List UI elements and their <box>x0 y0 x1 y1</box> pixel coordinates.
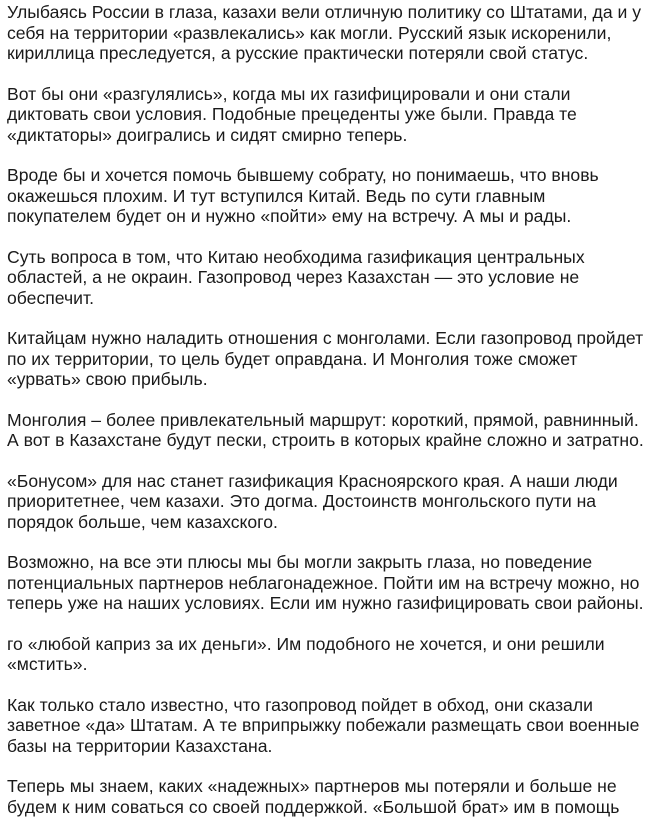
paragraph-11 <box>7 776 659 817</box>
text-line: «диктаторы» доигрались и сидят смирно теперь. <box>7 124 408 145</box>
paragraph-9 <box>7 634 659 675</box>
paragraph-2 <box>7 84 659 146</box>
text-line: кириллица преследуется, а русские практически потеряли свой статус. <box>7 43 589 63</box>
text-line: Как только стало известно, что газопровод пойдет в обход, они сказали <box>7 694 593 715</box>
paragraph-3 <box>7 165 659 227</box>
text-line: Вот бы они «разгулялись», когда мы их газифицировали и они стали <box>7 83 571 104</box>
text-line: Теперь мы знаем, каких «надежных» партнеров мы потеряли и больше не <box>7 776 617 796</box>
text-line: Монголия – более привлекательный маршрут: короткий, прямой, равнинный. <box>7 409 639 430</box>
text-line: А вот в Казахстане будут пески, строить в которых крайне сложно и затратно. <box>7 430 644 450</box>
article-body <box>7 2 659 837</box>
text-line: областей, а не окраин. Газопровод через Казахстан — это условие не <box>7 267 580 287</box>
paragraph-7 <box>7 471 659 533</box>
paragraph-8 <box>7 552 659 614</box>
text-line: Улыбаясь России в глаза, казахи вели отличную политику со Штатами, да и у <box>7 2 642 22</box>
paragraph-6 <box>7 410 659 451</box>
text-line: покупателем будет он и нужно «пойти» ему на встречу. А мы и рады. <box>7 206 572 226</box>
text-line: Вроде бы и хочется помочь бывшему собрату, но понимаешь, что вновь <box>7 165 599 185</box>
text-line: го «любой каприз за их деньги». Им подобного не хочется, и они решили <box>7 633 605 654</box>
paragraph-4 <box>7 247 659 309</box>
paragraph-5 <box>7 328 659 390</box>
text-line: окажешься плохим. И тут вступился Китай. Ведь по сути главным <box>7 185 546 206</box>
text-line: будем к ним соваться со своей поддержкой. «Большой брат» им в помощь <box>7 796 620 817</box>
text-line: потенциальных партнеров неблагонадежное. Пойти им на встречу можно, но <box>7 572 640 593</box>
text-line: базы на территории Казахстана. <box>7 735 273 756</box>
text-line: порядок больше, чем казахского. <box>7 511 278 532</box>
text-line: заветное «да» Штатам. А те вприпрыжку побежали размещать свои военные <box>7 715 640 735</box>
text-line: теперь уже на наших условиях. Если им нужно газифицировать свои районы. <box>7 593 644 613</box>
text-line: обеспечит. <box>7 287 94 308</box>
text-line: «мстить». <box>7 654 88 674</box>
text-line: «урвать» свою прибыль. <box>7 369 208 389</box>
text-line: приоритетнее, чем казахи. Это догма. Достоинств монгольского пути на <box>7 491 597 511</box>
text-line: по их территории, то цель будет оправдана. И Монголия тоже сможет <box>7 348 578 369</box>
text-line: Китайцам нужно наладить отношения с монголами. Если газопровод пройдет <box>7 328 644 348</box>
paragraph-10 <box>7 695 659 757</box>
paragraph-1 <box>7 2 659 64</box>
text-line: диктовать свои условия. Подобные прецеденты уже были. Правда те <box>7 104 577 124</box>
text-line: «Бонусом» для нас станет газификация Красноярского края. А наши люди <box>7 470 618 491</box>
text-line: себя на территории «развлекались» как могли. Русский язык искоренили, <box>7 22 612 43</box>
text-line: Возможно, на все эти плюсы мы бы могли закрыть глаза, но поведение <box>7 552 593 572</box>
text-line: Суть вопроса в том, что Китаю необходима газификация центральных <box>7 246 585 267</box>
